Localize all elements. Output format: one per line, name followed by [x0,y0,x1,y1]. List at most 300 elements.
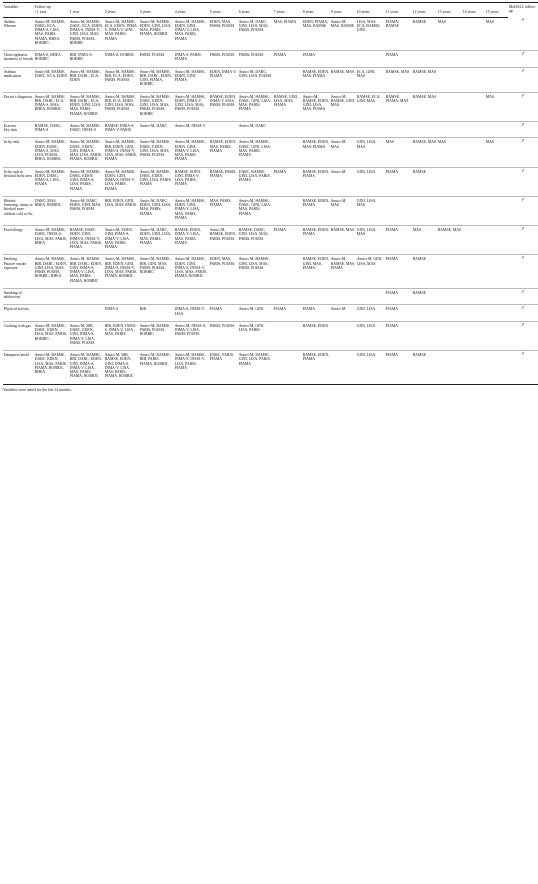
cohort-cell: Amics-M, DARC, EDEN, GINI, LISA, MAS, PARIS, PIAMA [139,196,174,225]
cohort-cell [462,67,485,92]
cohort-cell: PIAMA [385,167,412,196]
cohort-cell [412,321,437,350]
year-header: 5 years [209,10,238,17]
header-follow-up: Follow-up [34,3,508,10]
cohort-cell: Amics-M, BAMSE, EDEN, GINI, INMA-S, INMA-V, LISA, MAS, PARIS, PIAMA, ROBBIC [174,255,209,289]
variable-label: Dry skin [3,128,18,133]
cohort-cell: Amics-M, BAMSE, BIB, DARC, EDEN, GINI, INMA-S, INMA-V, LISA, MAS, PARIS, PIAMA, ROBBIC [69,351,104,385]
row-label-cell [3,226,34,255]
variable-label: Smoking of adolescent [3,290,22,300]
cohort-cell: BAMSE [412,288,437,305]
variable-label: Cooking with gas [3,323,31,328]
cohort-cell: PIAMA [273,226,302,255]
table-row [3,351,538,385]
row-label-cell [3,255,34,289]
row-label-cell [3,121,34,138]
cohort-cell: BAMSE, EDEN, INMA-V, LISA, MAS, PARIS, PIAMA [174,226,209,255]
cohort-cell: Amics-M, MAS [330,196,356,225]
cohort-cell: Amics-M, BAMSE, ECA, EDEN, INMA-S, INMA-V, GINI, MAS, PARIS, PIAMA [104,17,139,51]
variable-label: Dampness/mold [3,353,29,358]
cohort-cell: PIAMA [302,51,330,68]
check-mark-icon: ✓ [508,138,538,167]
year-header: 13 years [437,10,462,17]
cohort-cell: Amics-M, BAMSE, DARC, GINI, LISA, MAS, PARIS, PIAMA [238,138,273,167]
cohort-cell: PIAMA [385,351,412,385]
row-label-cell [3,17,34,51]
cohort-cell: MAS [412,226,437,255]
cohort-cell: BAMSE, EDEN, PIAMA [302,226,330,255]
cohort-cell: Amics-M, BAMSE, INMA-S, INMA-V, LISA, PARIS, PIAMA [174,351,209,385]
cohort-cell: Amics-M, MAS [330,138,356,167]
group-heading: Rhinitis [3,198,16,203]
year-header: 4 years [174,10,209,17]
cohort-cell: MAS [437,138,462,167]
cohort-cell: BAMSE, PIAMA, MAS [385,92,412,121]
cohort-cell: Amics-M, BAMSE, DARC, EDEN, GINI, LISA, PARIS, PIAMA [139,167,174,196]
cohort-cell: PIAMA [273,167,302,196]
cohort-cell: DARC, PARIS, PIAMA [209,351,238,385]
cohort-cell [437,321,462,350]
variable-label: Asthma medication [3,69,21,78]
follow-up-table [3,2,538,385]
cohort-cell: Amics-M, BAMSE, BIB, GINI, MAS, PARIS, PIAMA, ROBBIC [139,255,174,289]
cohort-cell [302,121,330,138]
row-label-cell [3,67,34,92]
cohort-cell [485,351,508,385]
table-row [3,305,538,322]
cohort-cell: Amics-M, BAMSE, DARC, INMA-S [69,121,104,138]
cohort-cell: BAMSE, EDEN, MAS, PARIS, PIAMA [209,138,238,167]
cohort-cell [462,305,485,322]
cohort-cell [273,255,302,289]
cohort-cell: Amics-M, BAMSE, GINI, LISA, MAS, PARIS, PIAMA [238,255,273,289]
cohort-cell: BAMSE, DARC, EDEN, GINI, INMA-S, INMA-V, LISA, MAS, PARIS, PIAMA [69,226,104,255]
cohort-cell: GINI, LISA, MAS [356,196,385,225]
cohort-cell: Amics-M, BAMSE, EDEN, DARC, INMA-S, MAS, LISA, PIAMA, RHEA, ROBBIC [34,138,69,167]
cohort-cell: BAMSE [412,167,437,196]
cohort-cell: Amics-M, BAMSE, DARC, EDEN, GINI, LISA, MAS, PARIS, PIAMA, ROBBIC [139,92,174,121]
variable-label: Wheeze [3,23,17,28]
cohort-cell [462,196,485,225]
cohort-cell: PIAMA [385,305,412,322]
cohort-cell: BAMSE, PARIS, PIAMA [209,167,238,196]
cohort-cell: PIAMA [385,51,412,68]
cohort-cell [356,288,385,305]
table-row [3,67,538,92]
row-label-cell [3,351,34,385]
cohort-cell [273,67,302,92]
cohort-cell [330,288,356,305]
cohort-cell: Amics-M, BIB, BAMSE, EDEN, GINI, INMA-S, INMA-V, LISA, MAS, PARIS, PIAMA, ROBBIC [104,351,139,385]
cohort-cell: Amics-M, BAMSE, EDEN, GINI, LISA, MAS, PIAMA [302,92,330,121]
cohort-cell: Amics-M, BAMSE, EDEN, GINI, INMA-V, LISA, MAS, PARIS, PIAMA [174,17,209,51]
cohort-cell: BAMSE, EDEN, INMA-V, MAS, PARIS, PIAMA [209,92,238,121]
group-heading: Asthma [3,19,16,24]
cohort-cell: Amics-M, BAMSE, PARIS, PIAMA, ROBBIC [139,321,174,350]
cohort-cell [437,67,462,92]
cohort-cell: BAMSE, INMA-S, INMA-V, PARIS [104,121,139,138]
cohort-cell: PIAMA [302,305,330,322]
cohort-cell [485,196,508,225]
cohort-cell [330,51,356,68]
cohort-cell: Amics-M, BAMSE, EDEN, GINI, LISA, MAS, PARIS, PIAMA, ROBBIC [139,17,174,51]
cohort-cell: MAS, PIAMA [273,17,302,51]
cohort-cell: Amics-M, BAMSE, DARC, EDEN, LISA, MAS, PARIS, ROBBIC [34,321,69,350]
cohort-cell: LISA, MAS, ECA, BAMSE, GINI [356,17,385,51]
cohort-cell: BAMSE [412,255,437,289]
cohort-cell: Amics-M, BAMSE, BIB, DARC, ECA, EDEN [69,67,104,92]
cohort-cell: INMA-S [104,305,139,322]
year-header: 8 years [302,10,330,17]
row-label-cell [3,51,34,68]
cohort-cell: Amics-M, BAMSE, DARC, ECA, EDEN, INMA-S, INMA-V, GINI, LISA, MAS, PARIS, PIAMA, ROBBIC [69,17,104,51]
cohort-cell: BAMSE, EDEN, MAS, PIAMA [302,67,330,92]
cohort-cell: BIB [139,305,174,322]
check-mark-icon: ✓ [508,255,538,289]
year-header: 6 years [238,10,273,17]
cohort-cell [69,288,104,305]
check-mark-icon: ✓ [508,226,538,255]
check-mark-icon: ✓ [508,17,538,51]
cohort-cell: BAMSE, EDEN, PIAMA [302,167,330,196]
cohort-cell [385,196,412,225]
cohort-cell [238,288,273,305]
cohort-cell [437,196,462,225]
table-row [3,226,538,255]
cohort-cell: Amics-M, BAMSE, DARC, EDEN, GINI, LISA, MAS, PARIS, PIAMA [139,138,174,167]
group-heading: Eczema [3,123,16,128]
cohort-cell: MAS [485,138,508,167]
cohort-cell: BAMSE, EDEN, GINI, INMA-V, LISA, PARIS, PIAMA [174,167,209,196]
cohort-cell: INMA-S, ROBBIC [104,51,139,68]
check-mark-icon: ✓ [508,288,538,305]
cohort-cell [485,288,508,305]
cohort-cell [462,255,485,289]
cohort-cell: Amics-M, BAMSE, DARC, GINI, LISA, MAS, PARIS, PIAMA [238,92,273,121]
cohort-cell: BAMSE, MAS [412,92,437,121]
cohort-cell: BIB, INMA-S, ROBBIC [69,51,104,68]
row-label-cell [3,288,34,305]
cohort-cell: PARIS, PIAMA [139,51,174,68]
cohort-cell: Amics-M, BAMSE, BIB, ECA, EDEN, PARIS, PIAMA [104,67,139,92]
row-label-cell [3,321,34,350]
cohort-cell [462,321,485,350]
cohort-cell: PIAMA [385,226,412,255]
cohort-cell [273,288,302,305]
cohort-cell [462,226,485,255]
cohort-cell [104,288,139,305]
cohort-cell: Amics-M, MAS, BAMSE [330,17,356,51]
row-label-cell [3,138,34,167]
cohort-cell: EDEN, PIAMA, MAS, BAMSE [302,17,330,51]
cohort-cell [356,51,385,68]
cohort-cell: PIAMA [385,321,412,350]
cohort-cell [273,321,302,350]
table-row [3,17,538,51]
cohort-cell [412,121,437,138]
cohort-cell: PARIS, PIAMA [209,321,238,350]
cohort-cell: BIB, EDEN, GINI, LISA, MAS, PARIS [104,196,139,225]
year-header: 15 years [485,10,508,17]
cohort-cell: Amics-M, BAMSE, BIB, DARC, ECA, EDEN, GINI, LISA, MAS, PARIS, PIAMA, ROBBIC [69,92,104,121]
cohort-cell [462,17,485,51]
cohort-cell: Amics-M, BAMSE, DARC, EDEN, GINI, INMA-S, LISA, PARIS, PIAMA [69,167,104,196]
cohort-cell [462,288,485,305]
variable-label: Chest tightness, shortness of breath [3,53,33,62]
variable-label: Doctor's diagnosis [3,94,33,99]
cohort-cell: BAMSE, GINI, LISA, MAS, PIAMA [273,92,302,121]
cohort-cell: PARIS, PIAMA [238,51,273,68]
table-row [3,255,538,289]
cohort-cell [462,351,485,385]
cohort-cell: BAMSE, MAS [412,138,437,167]
cohort-cell [273,138,302,167]
cohort-cell: MAS [437,17,462,51]
cohort-cell [209,288,238,305]
cohort-cell [273,196,302,225]
table-row [3,92,538,121]
cohort-cell: PIAMA [273,305,302,322]
cohort-cell: Amics-M, BAMSE, DARC, ECA, INMA-S, LISA, MAS, PARIS, PIAMA, RHEA, ROBBIC [34,17,69,51]
row-label-cell [3,167,34,196]
cohort-cell: Amics-M, BAMSE, DARC, ECA, EDEN [34,67,69,92]
cohort-cell: Amics-M, BAMSE, DARC, GINI, LISA, MAS, PARIS, PIAMA [238,196,273,225]
cohort-cell: Amics-M, BAMSE, DARC, EDEN, LISA, MAS, PARIS, PIAMA, ROBBIC, RHEA [34,351,69,385]
cohort-cell [437,351,462,385]
cohort-cell: Amics-M, BAMSE, BIB, PARIS, PIAMA, ROBBIC [139,351,174,385]
cohort-cell: GINI, LISA, MAS [356,226,385,255]
cohort-cell [485,255,508,289]
variable-label: Itchy rash at flexural body area [3,169,32,178]
cohort-cell: DARC, MAS, RHEA, ROBBIC [34,196,69,225]
variable-label: Itchy rash [3,140,19,145]
cohort-cell: Amics-M, BAMSE, BIB, DARC, EDEN, GINI, INMA-S, INMA-V, LISA, MAS, PARIS, PIAMA, ROBBIC [69,255,104,289]
cohort-cell: Amics-M, GINI, LISA, PARIS [238,321,273,350]
cohort-cell: ECA, GINI, MAS [356,67,385,92]
cohort-cell: Amics-M, BAMSE, EDEN, GINI, INMA-V, LISA, MAS, PARIS, PIAMA [174,196,209,225]
table-row [3,321,538,350]
cohort-cell: Amics-M, EDEN, GINI, INMA-S, INMA-V, LISA, MAS, PARIS, PIAMA [104,226,139,255]
cohort-cell: BAMSE, EDEN, PIAMA [302,351,330,385]
year-header: 10 years [356,10,385,17]
cohort-cell: BAMSE, EDEN, PIAMA [302,196,330,225]
variable-label: Sneezing, runny or blocked nose without cold or flu [3,203,33,216]
cohort-cell [330,351,356,385]
cohort-cell [437,288,462,305]
cohort-cell [485,167,508,196]
cohort-cell: BAMSE, DARC, INMA-S [34,121,69,138]
row-label-cell [3,305,34,322]
table-row [3,288,538,305]
cohort-cell [485,67,508,92]
cohort-cell [273,351,302,385]
cohort-cell: Amics-M, INMA-V [174,121,209,138]
table-body [3,17,538,384]
row-label-cell [3,196,34,225]
table-row [3,196,538,225]
cohort-cell [412,305,437,322]
cohort-cell: Amics-M, GINI [238,305,273,322]
cohort-cell: BAMSE, DARC, GINI, LISA, MAS, PARIS, PIAMA [238,226,273,255]
check-mark-icon: ✓ [508,121,538,138]
cohort-cell: BAMSE, EDEN, MAS, PIAMA [302,138,330,167]
cohort-cell: BIB, EDEN, INMA-S, INMA-V, LISA, MAS, PARIS [104,321,139,350]
cohort-cell: Amics-M, BAMSE, EDEN, GINI, INMA-V, LISA, MAS, PARIS, PIAMA [174,138,209,167]
cohort-cell [485,51,508,68]
year-header: 9 years [330,10,356,17]
cohort-cell: BAMSE, MAS [385,67,412,92]
cohort-cell: PIAMA [385,288,412,305]
cohort-cell [412,51,437,68]
cohort-cell [462,121,485,138]
cohort-cell [462,92,485,121]
table-header [3,3,538,18]
check-mark-icon: ✓ [508,321,538,350]
cohort-cell: PARIS, PIAMA [209,51,238,68]
cohort-cell [437,121,462,138]
check-mark-icon: ✓ [508,167,538,196]
cohort-cell: Amics-M, BAMSE, GINI, MAS [330,92,356,121]
cohort-cell: BAMSE, MAS [330,226,356,255]
cohort-cell: DARC, BAMSE, GINI, LISA, PARIS, PIAMA [238,167,273,196]
cohort-cell: EDEN, MAS, PARIS, PIAMA [209,17,238,51]
year-header: 3 years [139,10,174,17]
cohort-cell [462,138,485,167]
cohort-cell: EDEN, MAS, PARIS, PIAMA [209,255,238,289]
year-header: <1 year [34,10,69,17]
cohort-cell: Amics-M, BAMSE, BIB, DARC, EDEN, GINI, PIAMA, ROBBIC [139,67,174,92]
cohort-cell: BAMSE, MAS [412,67,437,92]
check-mark-icon: ✓ [508,67,538,92]
cohort-cell: Amics-M [330,305,356,322]
cohort-cell: Amics-M, BAMSE, EDEN, INMA-V, GINI, LISA, MAS, PARIS, PIAMA [174,92,209,121]
cohort-cell: MAS [485,92,508,121]
year-header: 7 years [273,10,302,17]
cohort-cell [485,305,508,322]
cohort-cell: Amics-M, BIB, DARC, EDEN, GINI, INMA-S, INMA-V, LISA, PARIS, PIAMA [69,321,104,350]
header-medall: MeDALL follow-up [508,3,538,18]
cohort-cell: GINI, LISA [356,321,385,350]
table-row [3,51,538,68]
cohort-cell: BAMSE [412,17,437,51]
check-mark-icon: ✓ [508,305,538,322]
cohort-cell [356,121,385,138]
year-header: 2 years [104,10,139,17]
cohort-cell [273,121,302,138]
cohort-cell: Amics-M, DARC [238,121,273,138]
cohort-cell: Amics-M, BAMSE, BIB, EDEN, GINI, INMA-S, INMA-V, LISA, MAS, PARIS, PIAMA [104,138,139,167]
footnote: Variables were asked for the last 12 months. [3,387,72,392]
cohort-cell: Amics-M, BAMSE, EDEN, DARC, INMA-S, LISA, PIAMA [34,167,69,196]
cohort-cell: PIAMA, BAMSE [385,17,412,51]
cohort-cell [412,196,437,225]
table-row [3,167,538,196]
cohort-cell: BAMSE [412,351,437,385]
check-mark-icon: ✓ [508,92,538,121]
cohort-cell: PIAMA [273,51,302,68]
check-mark-icon: ✓ [508,51,538,68]
cohort-cell: Amics-M, DARC, EDEN, GINI, MAS, PARIS, PIAMA [69,196,104,225]
cohort-cell [385,121,412,138]
cohort-cell: Amics-M, BAMSE, EDEN, GINI, PIAMA [174,67,209,92]
cohort-cell [139,288,174,305]
cohort-cell: Amics-M, BAMSE, BIB, EDEN, GINI, INMA-S, INMA-V, LISA, MAS, PARIS, PIAMA, ROBBIC [104,255,139,289]
cohort-cell [34,305,69,322]
cohort-cell: INMA-S, INMA-V, LISA [174,305,209,322]
cohort-cell: Amics-M, INMA-S, INMA-V, LISA, PARIS, PIAMA [174,321,209,350]
cohort-cell [34,288,69,305]
table-container [3,2,537,392]
cohort-cell [174,288,209,305]
variable-label: Food allergy [3,228,24,233]
cohort-cell: Amics-M, BAMSE, GINI, LISA, PARIS, PIAMA [238,351,273,385]
cohort-cell: Amics-M, DARC, GINI, LISA, MAS, PARIS, PIAMA [238,17,273,51]
year-header: 12 years [412,10,437,17]
group-heading: Smoking [3,257,17,262]
cohort-cell [437,167,462,196]
cohort-cell: Amics-M, BAMSE, EDEN, PARIS, PIAMA [209,226,238,255]
year-header: 1 year [69,10,104,17]
cohort-cell: Amics-M, BAMSE, BIB, DARC, EDEN, GINI, LISA, MAS, PARIS, PIAMA, ROBBIC, RHEA [34,255,69,289]
row-label-cell [3,92,34,121]
cohort-cell: Amics-M, BAMSE, BIB, DARC, ECA, INMA-S, MAS, RHEA, ROBBIC [34,92,69,121]
cohort-cell: Amics-M, BAMSE, EDEN, GINI, INMA-S, INMA-V, LISA, PARIS, PIAMA [104,167,139,196]
cohort-cell: BAMSE, MAS [330,67,356,92]
cohort-cell: EDEN, INMA-V, PIAMA [209,67,238,92]
cohort-cell: INMA-S, RHEA, ROBBIC [34,51,69,68]
cohort-cell: MAS [485,17,508,51]
cohort-cell: Amics-M [330,167,356,196]
cohort-cell [330,121,356,138]
table-row [3,138,538,167]
cohort-cell [437,255,462,289]
cohort-cell: Amics-M, DARC, GINI, LISA, PIAMA [238,67,273,92]
cohort-cell: BAMSE, EDEN, GINI, MAS, PIAMA [302,255,330,289]
check-mark-icon: ✓ [508,196,538,225]
variable-label: Passive smoke exposure [3,261,27,270]
cohort-cell: GINI, LISA [356,351,385,385]
cohort-cell: MAS [385,138,412,167]
cohort-cell: INMA-S, PARIS, PIAMA [174,51,209,68]
cohort-cell: Amics-M, GINI, LISA, MAS [356,255,385,289]
cohort-cell: Amics-M, DARC [139,121,174,138]
cohort-cell: BAMSE, ECA, GINI, MAS [356,92,385,121]
cohort-cell [485,321,508,350]
cohort-cell: GINI, LISA, MAS [356,138,385,167]
cohort-cell [462,51,485,68]
cohort-cell: MAS, PARIS, PIAMA [209,196,238,225]
cohort-cell [485,226,508,255]
cohort-cell: PIAMA [385,255,412,289]
cohort-cell: GINI, LISA [356,167,385,196]
check-mark-icon: ✓ [508,351,538,385]
cohort-cell [330,321,356,350]
cohort-cell: Amics-M, BAMSE, DARC, EDEN, GINI, INMA-S, MAS, LISA, PARIS, PIAMA, ROBBIC [69,138,104,167]
cohort-cell [209,121,238,138]
cohort-cell [302,288,330,305]
cohort-cell: PIAMA [209,305,238,322]
cohort-cell [462,167,485,196]
year-header: 14 years [462,10,485,17]
cohort-cell: BAMSE, EDEN [302,321,330,350]
cohort-cell: Amics-M, BAMSE, BIB, ECA, EDEN, GINI, LISA, MAS, PARIS, PIAMA [104,92,139,121]
cohort-cell [485,121,508,138]
cohort-cell: GINI, LISA [356,305,385,322]
header-variables: Variables [3,3,34,10]
cohort-cell [437,51,462,68]
cohort-cell: Amics-M, DARC, EDEN, GINI, LISA, MAS, PARIS, PIAMA [139,226,174,255]
cohort-cell: BAMSE, MAS [437,226,462,255]
